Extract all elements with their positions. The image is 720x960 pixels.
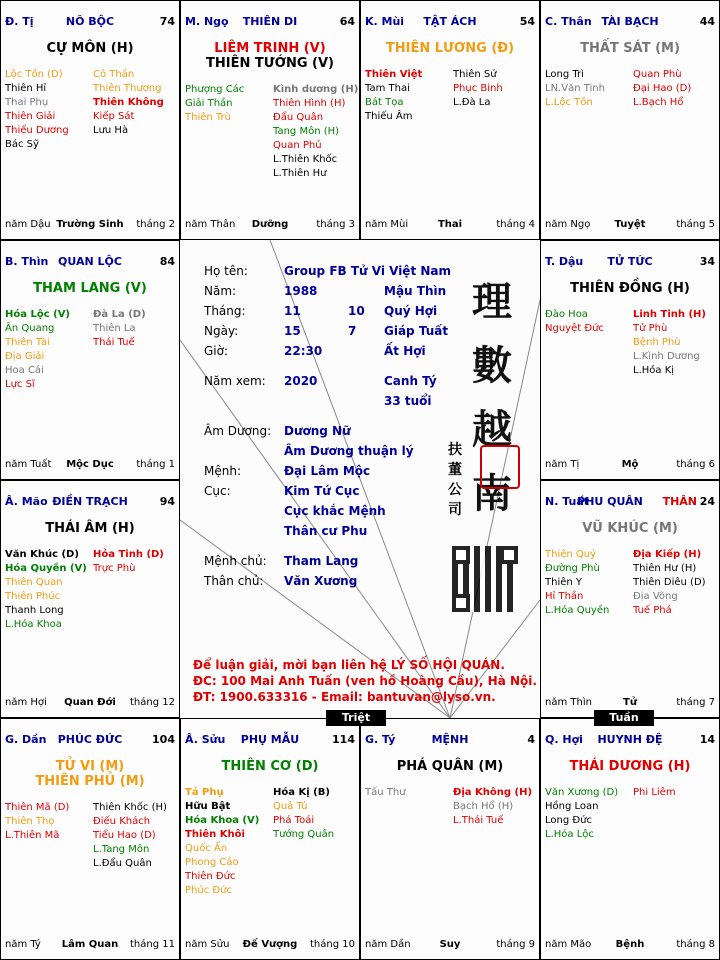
menh-value: Đại Lâm Mộc <box>284 464 371 478</box>
palace-year: năm Hợi <box>5 697 47 708</box>
year-value: 1988 <box>284 284 318 298</box>
palace-cell-ty[interactable] <box>360 718 540 960</box>
than-chu-value: Văn Xương <box>284 574 358 588</box>
palace-cell-dau[interactable] <box>540 240 720 480</box>
palace-name: PHỤ MẪU <box>240 733 300 746</box>
life-stage: Mộc Dục <box>66 459 114 470</box>
palace-header <box>5 495 175 509</box>
minor-star: Linh Tinh (H) <box>633 309 706 320</box>
minor-star: Thiên Diêu (D) <box>633 577 706 588</box>
palace-number: 114 <box>332 733 355 746</box>
minor-star: L.Hóa Kị <box>633 365 675 376</box>
than-marker: THÂN <box>662 495 697 508</box>
center-info <box>180 240 540 718</box>
palace-footer <box>5 697 175 711</box>
palace-name: ĐIỀN TRẠCH <box>52 495 128 508</box>
minor-star: Tử Phù <box>633 323 668 334</box>
minor-star: Tiểu Hao (D) <box>93 830 156 841</box>
minor-star: Quả Tú <box>273 801 308 812</box>
stars-left <box>5 308 70 392</box>
minor-star: Địa Giải <box>5 351 45 362</box>
stars-right <box>93 548 164 576</box>
minor-star: Văn Khúc (D) <box>5 549 79 560</box>
palace-position: T. Dậu <box>545 255 584 268</box>
palace-year: năm Tý <box>5 939 41 950</box>
minor-star: Quan Phù <box>633 69 682 80</box>
palace-name: MỆNH <box>431 733 469 746</box>
minor-star: Kình dương (H) <box>273 84 359 95</box>
palace-number: 54 <box>519 15 535 28</box>
amduong-value: Dương Nữ <box>284 424 351 438</box>
palace-name: TỬ TỨC <box>607 255 653 268</box>
main-star: THAM LANG (V) <box>33 281 147 296</box>
company-seal-text: 扶 董 公 司 <box>448 442 462 518</box>
main-star: CỰ MÔN (H) <box>46 41 134 56</box>
palace-header <box>185 733 355 747</box>
stars-left <box>545 308 604 336</box>
name-value: Group FB Tử Vi Việt Nam <box>284 264 452 278</box>
stars-left <box>545 548 609 618</box>
minor-star: Văn Xương (D) <box>545 787 619 798</box>
minor-star: L.Lộc Tồn <box>545 97 593 108</box>
minor-star: Lộc Tồn (D) <box>5 69 63 80</box>
life-stage: Quan Đới <box>64 697 116 708</box>
palace-header <box>365 15 535 29</box>
minor-star: Tuế Phá <box>633 605 672 616</box>
palace-footer <box>185 939 355 953</box>
minor-star: L.Tang Môn <box>93 844 150 855</box>
cuc-value: Kim Tứ Cục <box>284 484 360 498</box>
palace-year: năm Mùi <box>365 219 409 230</box>
palace-month: tháng 9 <box>496 939 535 950</box>
stars-right <box>93 68 164 138</box>
minor-star: Kiếp Sát <box>93 111 135 122</box>
minor-star: Quan Phủ <box>273 140 322 151</box>
minor-star: Thiên Thọ <box>5 816 55 827</box>
name-label: Họ tên: <box>204 264 248 278</box>
stars-left <box>185 786 259 898</box>
day-label: Ngày: <box>204 324 239 338</box>
contact-line-3: ĐT: 1900.633316 - Email: bantuvan@lyso.vn. <box>193 690 496 704</box>
palace-name: TÀI BẠCH <box>601 15 659 28</box>
palace-footer <box>545 219 715 233</box>
minor-star: Thiên Việt <box>365 69 423 80</box>
palace-year: năm Tị <box>545 459 580 470</box>
month-lunar: 10 <box>348 304 365 318</box>
palace-cell-mui[interactable] <box>360 0 540 240</box>
stars-right <box>453 68 503 110</box>
age: 33 tuổi <box>384 394 432 408</box>
minor-star: Địa Kiếp (H) <box>633 549 702 560</box>
palace-header <box>545 15 715 29</box>
minor-star: Đào Hoa <box>545 309 588 320</box>
minor-star: Địa Không (H) <box>453 787 533 798</box>
palace-number: 44 <box>699 15 715 28</box>
stars-left <box>5 801 69 843</box>
minor-star: Bác Sỹ <box>5 139 39 150</box>
palace-name: HUYNH ĐỆ <box>597 733 663 746</box>
stars-right <box>93 308 146 350</box>
palace-position: Đ. Tị <box>5 15 34 28</box>
palace-footer <box>365 939 535 953</box>
main-star: PHÁ QUÂN (M) <box>396 759 504 774</box>
life-stage: Trường Sinh <box>56 219 124 230</box>
cuc-label: Cục: <box>204 484 231 498</box>
calligraphy-char: 數 <box>472 342 512 389</box>
palace-number: 104 <box>152 733 175 746</box>
minor-star: Thiên Trù <box>185 112 231 123</box>
stars-right <box>633 308 706 378</box>
amduong-note: Âm Dương thuận lý <box>284 444 414 458</box>
palace-cell-suu[interactable] <box>180 718 360 960</box>
minor-star: L.Đẩu Quân <box>93 858 152 869</box>
calligraphy-char: 南 <box>472 470 512 517</box>
palace-month: tháng 5 <box>676 219 715 230</box>
palace-number: 84 <box>159 255 175 268</box>
palace-month: tháng 1 <box>136 459 175 470</box>
minor-star: Thiên Quan <box>5 577 63 588</box>
minor-star: Thiếu Âm <box>365 111 413 122</box>
palace-header <box>5 733 175 747</box>
palace-cell-than[interactable] <box>540 0 720 240</box>
palace-name: THIÊN DI <box>242 15 298 28</box>
triet-tag: Triệt <box>326 710 386 726</box>
minor-star: Hóa Khoa (V) <box>185 815 260 826</box>
minor-star: L.Thiên Mã <box>5 830 60 841</box>
palace-year: năm Ngọ <box>545 219 591 230</box>
minor-star: L.Bạch Hổ <box>633 97 684 108</box>
minor-star: Thiên La <box>93 323 136 334</box>
palace-footer <box>545 939 715 953</box>
minor-star: Phá Toái <box>273 815 315 826</box>
palace-header <box>545 255 715 269</box>
palace-month: tháng 4 <box>496 219 535 230</box>
palace-position: M. Ngọ <box>185 15 229 28</box>
month-value: 11 <box>284 304 301 318</box>
palace-year: năm Dần <box>365 939 411 950</box>
palace-position: Q. Hợi <box>545 733 583 746</box>
life-stage: Tuyệt <box>614 219 646 230</box>
life-stage: Mộ <box>621 459 639 470</box>
minor-star: Thiếu Dương <box>5 125 69 136</box>
main-star: TỬ VI (M) <box>55 759 125 774</box>
palace-year: năm Thìn <box>545 697 592 708</box>
minor-star: Đường Phù <box>545 563 600 574</box>
minor-star: Thái Tuế <box>93 337 135 348</box>
main-star: THIÊN PHỦ (M) <box>35 774 145 789</box>
palace-name: TẬT ÁCH <box>423 15 477 28</box>
stars-left <box>365 786 406 800</box>
palace-number: 14 <box>699 733 715 746</box>
minor-star: Hóa Lộc (V) <box>5 309 70 320</box>
palace-position: C. Thân <box>545 15 592 28</box>
palace-cell-mao[interactable] <box>0 480 180 718</box>
minor-star: Bệnh Phù <box>633 337 681 348</box>
stars-right <box>633 68 691 110</box>
main-star: LIÊM TRINH (V) <box>214 41 326 56</box>
minor-star: Thiên Khốc (H) <box>93 802 167 813</box>
stars-right <box>633 548 706 618</box>
minor-star: Điếu Khách <box>93 816 151 827</box>
tuan-tag: Tuần <box>594 710 654 726</box>
palace-name: PHU QUÂN <box>577 495 643 508</box>
life-stage: Đế Vượng <box>242 939 298 950</box>
palace-year: năm Mão <box>545 939 592 950</box>
view-year-value: 2020 <box>284 374 318 388</box>
minor-star: Tấu Thư <box>365 787 406 798</box>
minor-star: Ân Quang <box>5 323 55 334</box>
amduong-label: Âm Dương: <box>204 424 272 438</box>
hour-label: Giờ: <box>204 344 229 358</box>
minor-star: Hóa Kị (B) <box>273 787 330 798</box>
minor-star: Địa Võng <box>633 591 678 602</box>
palace-header <box>5 255 175 269</box>
palace-year: năm Sửu <box>185 939 230 950</box>
minor-star: Thiên Thương <box>93 83 162 94</box>
minor-star: Thiên Khôi <box>185 829 245 840</box>
main-star: VŨ KHÚC (M) <box>582 521 678 536</box>
stars-right <box>273 83 358 181</box>
hour-can: Ất Hợi <box>384 344 426 358</box>
palace-name: QUAN LỘC <box>58 255 122 268</box>
palace-position: N. Tuất <box>545 495 590 508</box>
life-stage: Lâm Quan <box>61 939 119 950</box>
main-star: THIÊN TƯỚNG (V) <box>206 56 334 71</box>
minor-star: Tam Thai <box>365 83 410 94</box>
day-lunar: 7 <box>348 324 357 338</box>
palace-position: G. Dần <box>5 733 47 746</box>
calligraphy-char: 理 <box>472 278 512 325</box>
minor-star: Thiên Giải <box>5 111 56 122</box>
palace-position: Â. Mão <box>5 495 48 508</box>
minor-star: Phục Binh <box>453 83 503 94</box>
palace-year: năm Tuất <box>5 459 52 470</box>
minor-star: Cô Thần <box>93 69 135 80</box>
year-label: Năm: <box>204 284 237 298</box>
life-stage: Bệnh <box>615 939 645 950</box>
than-cu: Thân cư Phu <box>284 524 368 538</box>
minor-star: Lực Sĩ <box>5 379 35 390</box>
life-stage: Dưỡng <box>251 219 289 230</box>
life-stage: Tử <box>623 697 637 708</box>
palace-position: G. Tý <box>365 733 396 746</box>
minor-star: L.Hóa Quyền <box>545 605 610 616</box>
minor-star: Tang Môn (H) <box>273 126 340 137</box>
menh-chu-value: Tham Lang <box>284 554 359 568</box>
minor-star: Tả Phụ <box>185 787 224 798</box>
palace-cell-ti[interactable] <box>0 0 180 240</box>
palace-number: 94 <box>159 495 175 508</box>
palace-month: tháng 6 <box>676 459 715 470</box>
stars-right <box>453 786 532 828</box>
minor-star: Tướng Quân <box>273 829 335 840</box>
stars-left <box>545 786 618 842</box>
minor-star: Quốc Ấn <box>185 843 228 854</box>
minor-star: Đại Hao (D) <box>633 83 692 94</box>
minor-star: L.Thiên Khốc <box>273 154 338 165</box>
minor-star: Thiên Hư (H) <box>633 563 697 574</box>
hour-value: 22:30 <box>284 344 323 358</box>
day-can: Giáp Tuất <box>384 324 449 338</box>
palace-month: tháng 2 <box>136 219 175 230</box>
palace-position: K. Mùi <box>365 15 405 28</box>
menh-label: Mệnh: <box>204 464 241 478</box>
minor-star: L.Thái Tuế <box>453 815 504 826</box>
palace-cell-hoi[interactable] <box>540 718 720 960</box>
palace-footer <box>545 459 715 473</box>
month-can: Quý Hợi <box>384 304 438 318</box>
palace-position: B. Thìn <box>5 255 49 268</box>
red-seal <box>480 445 520 489</box>
minor-star: Phượng Các <box>185 84 245 95</box>
palace-footer <box>365 219 535 233</box>
qr-code[interactable] <box>452 546 518 612</box>
palace-name: NÔ BỘC <box>65 15 115 28</box>
stars-right <box>273 786 334 842</box>
minor-star: Long Trì <box>545 69 584 80</box>
minor-star: Nguyệt Đức <box>545 323 604 334</box>
main-star: THIÊN LƯƠNG (Đ) <box>385 41 515 56</box>
minor-star: Thiên Phúc <box>5 591 61 602</box>
palace-number: 4 <box>527 733 535 746</box>
minor-star: Long Đức <box>545 815 592 826</box>
palace-number: 34 <box>699 255 715 268</box>
minor-star: L.Kình Dương <box>633 351 700 362</box>
minor-star: Thiên Hỉ <box>5 83 47 94</box>
month-label: Tháng: <box>204 304 246 318</box>
palace-header <box>185 15 355 29</box>
minor-star: Hóa Quyền (V) <box>5 563 87 574</box>
minor-star: Đẩu Quân <box>273 112 324 123</box>
palace-header <box>5 15 175 29</box>
palace-number: 74 <box>159 15 175 28</box>
palace-month: tháng 8 <box>676 939 715 950</box>
main-star: THIÊN CƠ (D) <box>221 759 319 774</box>
minor-star: Trực Phù <box>93 563 136 574</box>
palace-header <box>545 733 715 747</box>
minor-star: Hỉ Thần <box>545 591 584 602</box>
view-year-label: Năm xem: <box>204 374 266 388</box>
minor-star: Thiên Mã (D) <box>5 802 70 813</box>
palace-number: 64 <box>339 15 355 28</box>
minor-star: Bát Tọa <box>365 97 404 108</box>
palace-number: 24 <box>699 495 715 508</box>
life-stage: Thai <box>437 219 463 230</box>
calligraphy-char: 越 <box>472 406 512 453</box>
minor-star: Thai Phụ <box>5 97 49 108</box>
minor-star: Phong Cáo <box>185 857 239 868</box>
minor-star: Thiên Sứ <box>453 69 497 80</box>
minor-star: Hồng Loan <box>545 801 599 812</box>
palace-year: năm Dậu <box>5 219 51 230</box>
main-star: THÁI DƯƠNG (H) <box>569 759 691 774</box>
view-year-can: Canh Tý <box>384 374 437 388</box>
palace-footer <box>5 219 175 233</box>
palace-footer <box>185 219 355 233</box>
minor-star: Hỏa Tinh (D) <box>93 549 164 560</box>
minor-star: Thiên Y <box>545 577 583 588</box>
minor-star: Lưu Hà <box>93 125 129 136</box>
palace-month: tháng 12 <box>130 697 175 708</box>
stars-left <box>545 68 605 110</box>
stars-right <box>93 801 167 871</box>
stars-right <box>633 786 676 800</box>
palace-footer <box>5 939 175 953</box>
palace-footer <box>545 697 715 711</box>
minor-star: Bạch Hổ (H) <box>453 801 514 812</box>
palace-name: PHÚC ĐỨC <box>57 733 123 746</box>
minor-star: Thiên Không <box>93 97 164 108</box>
palace-position: Â. Sửu <box>185 733 226 746</box>
minor-star: Phi Liêm <box>633 787 676 798</box>
palace-cell-dan[interactable] <box>0 718 180 960</box>
palace-cell-thin[interactable] <box>0 240 180 480</box>
minor-star: Thiên Tài <box>5 337 50 348</box>
main-star: THẤT SÁT (M) <box>580 41 680 56</box>
minor-star: L.Đà La <box>453 97 491 108</box>
palace-month: tháng 7 <box>676 697 715 708</box>
main-star: THIÊN ĐỒNG (H) <box>570 281 690 296</box>
minor-star: L.Hóa Khoa <box>5 619 62 630</box>
minor-star: LN.Văn Tinh <box>545 83 605 94</box>
minor-star: Đà La (D) <box>93 309 146 320</box>
stars-left <box>5 548 87 632</box>
palace-year: năm Thân <box>185 219 236 230</box>
palace-footer <box>5 459 175 473</box>
minor-star: L.Hóa Lộc <box>545 829 594 840</box>
contact-line-1: Để luận giải, mời bạn liên hệ LÝ SỐ HỘI QUÁN. <box>193 658 505 672</box>
palace-header <box>365 733 535 747</box>
palace-month: tháng 10 <box>310 939 355 950</box>
minor-star: Thiên Quý <box>545 549 597 560</box>
palace-month: tháng 3 <box>316 219 355 230</box>
day-value: 15 <box>284 324 301 338</box>
cuc-note: Cục khắc Mệnh <box>284 504 386 518</box>
palace-month: tháng 11 <box>130 939 175 950</box>
minor-star: L.Thiên Hư <box>273 168 327 179</box>
stars-left <box>185 83 244 125</box>
minor-star: Giải Thần <box>185 98 233 109</box>
stars-left <box>365 68 422 124</box>
palace-cell-tuat[interactable] <box>540 480 720 718</box>
than-chu-label: Thân chủ: <box>204 574 264 588</box>
stars-left <box>5 68 69 152</box>
contact-line-2: ĐC: 100 Mai Anh Tuấn (ven hồ Hoàng Cầu), Hà Nội. <box>193 674 537 688</box>
life-stage: Suy <box>439 939 461 950</box>
palace-cell-ngo[interactable] <box>180 0 360 240</box>
main-star: THÁI ÂM (H) <box>45 521 135 536</box>
minor-star: Thiên Đức <box>185 871 236 882</box>
year-can: Mậu Thìn <box>384 284 447 298</box>
minor-star: Phúc Đức <box>185 885 232 896</box>
minor-star: Hoa Cái <box>5 365 44 376</box>
minor-star: Thanh Long <box>5 605 64 616</box>
minor-star: Hữu Bật <box>185 801 231 812</box>
minor-star: Thiên Hình (H) <box>273 98 346 109</box>
menh-chu-label: Mệnh chủ: <box>204 554 267 568</box>
